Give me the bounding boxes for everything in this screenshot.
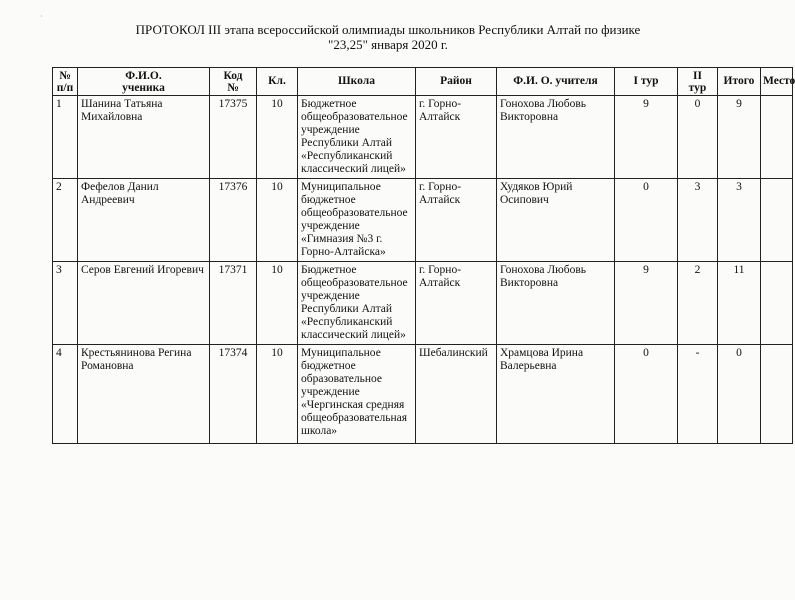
table-header-row <box>53 68 793 96</box>
cell-tour2: 3 <box>678 179 718 262</box>
cell-total: 3 <box>718 179 761 262</box>
cell-tour2: - <box>678 345 718 444</box>
col-header-total: Итого <box>718 68 761 96</box>
cell-teacher: Худяков Юрий Осипович <box>497 179 615 262</box>
cell-number: 2 <box>53 179 78 262</box>
cell-number: 3 <box>53 262 78 345</box>
scan-speck: · <box>40 12 43 21</box>
cell-district: Шебалинский <box>416 345 497 444</box>
cell-school: Муниципальное бюджетное образовательное учреждение «Чергинская средняя общеобразовательная школа» <box>298 345 416 444</box>
cell-total: 9 <box>718 96 761 179</box>
cell-place <box>761 96 793 179</box>
table-row <box>53 345 793 444</box>
cell-fio: Крестьянинова Регина Романовна <box>78 345 210 444</box>
col-header-fio: Ф.И.О. ученика <box>78 68 210 96</box>
cell-class: 10 <box>257 345 298 444</box>
col-header-tour1: I тур <box>615 68 678 96</box>
cell-class: 10 <box>257 179 298 262</box>
cell-number: 4 <box>53 345 78 444</box>
cell-code: 17376 <box>210 179 257 262</box>
cell-tour1: 9 <box>615 262 678 345</box>
cell-tour1: 0 <box>615 179 678 262</box>
col-header-district: Район <box>416 68 497 96</box>
cell-district: г. Горно-Алтайск <box>416 262 497 345</box>
results-table <box>52 67 793 444</box>
cell-class: 10 <box>257 96 298 179</box>
cell-district: г. Горно-Алтайск <box>416 179 497 262</box>
cell-place <box>761 262 793 345</box>
title-line-1: ПРОТОКОЛ III этапа всероссийской олимпиады школьников Республики Алтай по физике <box>135 22 641 37</box>
col-header-school: Школа <box>298 68 416 96</box>
cell-tour1: 0 <box>615 345 678 444</box>
cell-code: 17374 <box>210 345 257 444</box>
page-title <box>0 22 776 52</box>
table-row <box>53 179 793 262</box>
col-header-place: Место <box>761 68 793 96</box>
cell-tour1: 9 <box>615 96 678 179</box>
cell-fio: Серов Евгений Игоревич <box>78 262 210 345</box>
title-line-2: "23,25" января 2020 г. <box>328 37 448 52</box>
cell-school: Бюджетное общеобразовательное учреждение Республики Алтай «Республиканский классический лицей» <box>298 262 416 345</box>
table-row <box>53 262 793 345</box>
cell-place <box>761 345 793 444</box>
cell-teacher: Гонохова Любовь Викторовна <box>497 262 615 345</box>
cell-school: Бюджетное общеобразовательное учреждение Республики Алтай «Республиканский классический лицей» <box>298 96 416 179</box>
cell-tour2: 0 <box>678 96 718 179</box>
cell-teacher: Храмцова Ирина Валерьевна <box>497 345 615 444</box>
col-header-tour2: II тур <box>678 68 718 96</box>
cell-fio: Шанина Татьяна Михайловна <box>78 96 210 179</box>
col-header-code: Код № <box>210 68 257 96</box>
cell-code: 17375 <box>210 96 257 179</box>
table-row <box>53 96 793 179</box>
cell-total: 11 <box>718 262 761 345</box>
cell-number: 1 <box>53 96 78 179</box>
cell-fio: Фефелов Данил Андреевич <box>78 179 210 262</box>
cell-teacher: Гонохова Любовь Викторовна <box>497 96 615 179</box>
cell-code: 17371 <box>210 262 257 345</box>
col-header-teacher: Ф.И. О. учителя <box>497 68 615 96</box>
cell-district: г. Горно-Алтайск <box>416 96 497 179</box>
col-header-number: № п/п <box>53 68 78 96</box>
cell-total: 0 <box>718 345 761 444</box>
cell-place <box>761 179 793 262</box>
cell-school: Муниципальное бюджетное общеобразовательное учреждение «Гимназия №3 г. Горно-Алтайска» <box>298 179 416 262</box>
cell-tour2: 2 <box>678 262 718 345</box>
col-header-class: Кл. <box>257 68 298 96</box>
cell-class: 10 <box>257 262 298 345</box>
